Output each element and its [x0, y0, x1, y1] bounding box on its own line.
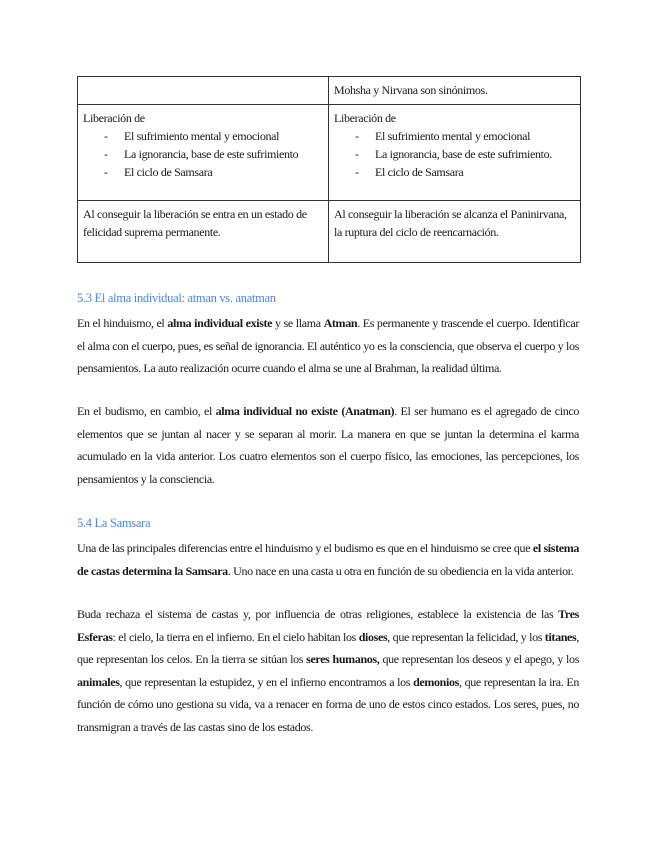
bold-text: titanes	[544, 629, 577, 644]
list-item: - El ciclo de Samsara	[102, 163, 322, 181]
bold-text: animales	[77, 674, 120, 689]
paragraph-three-spheres: Buda rechaza el sistema de castas y, por influencia de otras religiones, establece la existencia de las Tres Esferas: el cielo, la tierra en el infierno. En el cielo habitan los dioses, que representan la felicidad, y los titanes, que representan los celos. En la tierra se sitúan los seres humanos, que representan los deseos y el apego, y los animales, que representan la estupidez, y en el infierno encontramos a los demonios, que representan la ira. En función de cómo uno gestiona su vida, va a renacer en forma de uno de estos cinco estados. Los seres, pues, no transmigran a través de las castas sino de los estados.	[77, 607, 580, 734]
table-cell: Al conseguir la liberación se entra en un estado de felicidad suprema permanente.	[78, 201, 329, 263]
bold-text: alma individual existe	[167, 316, 273, 330]
cell-heading: Liberación de	[83, 111, 145, 125]
paragraph-hinduism-soul: En el hinduismo, el alma individual existe y se llama Atman. Es permanente y trascende el cuerpo. Identificar el alma con el cuerpo, pues, es señal de ignorancia. El auténtico yo es la consciencia, que observa el cuerpo y los pensamientos. La auto realización ocurre cuando el alma se une al Brahman, la realidad última.	[77, 316, 579, 376]
bold-text: seres humanos,	[306, 652, 380, 667]
bold-text: Atman	[323, 316, 358, 330]
table-cell: Mohsha y Nirvana son sinónimos.	[329, 77, 581, 105]
bold-text: demonios	[413, 674, 459, 689]
table-cell	[78, 77, 329, 105]
section-heading-5-3: 5.3 El alma individual: atman vs. anatman	[77, 291, 276, 305]
table-row	[78, 201, 581, 263]
dash-list	[334, 127, 574, 181]
dash-list	[83, 127, 322, 181]
bold-text: Tres Esferas	[77, 607, 579, 644]
bold-text: el sistema de castas determina la Samsara	[77, 541, 579, 578]
table-cell	[329, 105, 581, 201]
paragraph-buddhism-soul: En el budismo, en cambio, el alma individual no existe (Anatman). El ser humano es el agregado de cinco elementos que se juntan al nacer y se separan al morir. La manera en que se juntan la determina el karma acumulado en la vida anterior. Los cuatro elementos son el cuerpo físico, las emociones, las percepciones, los pensamientos y la consciencia.	[77, 404, 579, 486]
bold-text: dioses	[358, 629, 388, 644]
list-item: - El ciclo de Samsara	[353, 163, 574, 181]
cell-heading: Liberación de	[334, 111, 396, 125]
table-cell: Al conseguir la liberación se alcanza el Paninirvana, la ruptura del ciclo de reencarnación.	[329, 201, 581, 263]
list-item: - El sufrimiento mental y emocional	[353, 127, 574, 145]
bold-text: alma individual no existe (Anatman)	[215, 404, 395, 418]
table-row	[78, 77, 581, 105]
table-cell	[78, 105, 329, 201]
section-heading-5-4: 5.4 La Samsara	[77, 516, 151, 530]
list-item: - El sufrimiento mental y emocional	[102, 127, 322, 145]
comparison-table	[77, 76, 581, 263]
list-item: - La ignorancia, base de este sufrimiento.	[353, 145, 574, 163]
table-row	[78, 105, 581, 201]
list-item: - La ignorancia, base de este sufrimiento	[102, 145, 322, 163]
paragraph-castes: Una de las principales diferencias entre el hinduismo y el budismo es que en el hinduismo se cree que el sistema de castas determina la Samsara. Uno nace en una casta u otra en función de su obediencia en la vida anterior.	[77, 541, 579, 578]
